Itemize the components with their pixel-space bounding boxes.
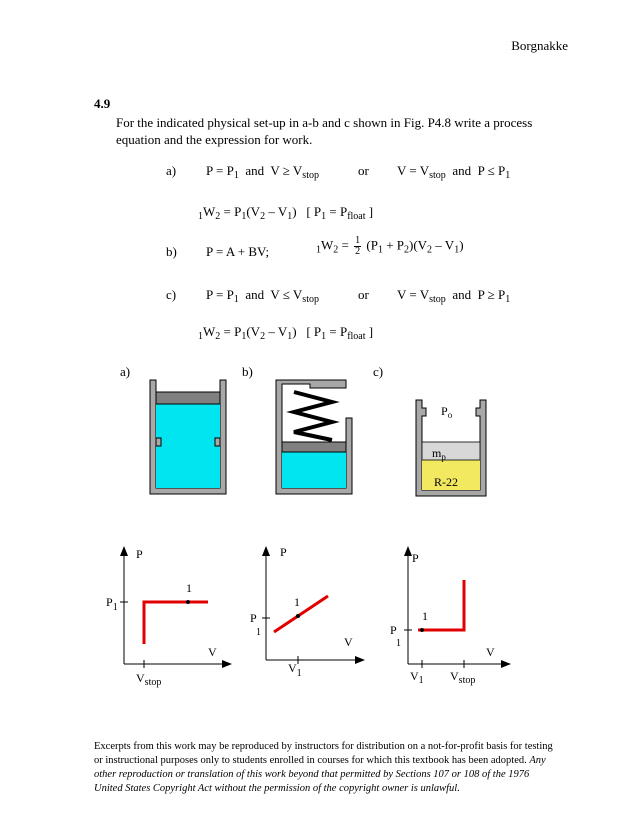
graph-a-state-point xyxy=(186,600,190,604)
graph-a-y-tick-label: $P_1$ xyxy=(106,595,118,613)
graph-b xyxy=(248,540,372,692)
solution-b-label: b) xyxy=(166,244,177,259)
graph-a-x-arrow-icon xyxy=(222,660,232,668)
solution-c-work: $_1W_2 = P_1(V_2 - V_1)$ [ $P_1 = P_{float}$ ] xyxy=(198,324,374,342)
cylinder-a-piston xyxy=(156,392,220,404)
solution-a-or: or xyxy=(358,163,369,178)
graph-a-x-tick-label: $V_{stop}$ xyxy=(136,671,162,688)
problem-statement: For the indicated physical set-up in a-b and c shown in Fig. P4.8 write a process equation and the expression for work. xyxy=(116,115,533,147)
cylinder-b-piston xyxy=(282,442,346,452)
cylinder-a-stop-left xyxy=(156,438,161,446)
cylinder-a-stop-right xyxy=(215,438,220,446)
figure-b-cylinder xyxy=(274,378,356,498)
cylinder-c-mass xyxy=(422,442,480,460)
graph-c-y-tick-label: P1 xyxy=(390,623,401,649)
solution-c-or: or xyxy=(358,287,369,302)
graph-b-y-label: P xyxy=(280,545,287,559)
graph-c xyxy=(388,540,516,692)
graph-a-process-line xyxy=(144,602,208,644)
graph-c-y-label: P xyxy=(412,551,419,565)
graph-c-point-label: 1 xyxy=(422,609,428,623)
graph-c-state-point xyxy=(420,628,424,632)
solution-b-equation: P = A + BV; xyxy=(206,244,270,259)
copyright-footer: Excerpts from this work may be reproduced by instructors for distribution on a not-for-profit basis for testing or instructional purposes only to students enrolled in courses for which this textbook has been adopted. Any other reproduction or translation of this work beyond that permitted by Sections 107 or 108 of the 1976 United States Copyright Act without the permission of the copyright owner is unlawful. xyxy=(94,741,553,794)
graph-b-x-tick-label: $V_1$ xyxy=(288,661,302,679)
solution-c-label: c) xyxy=(166,287,177,302)
solution-a-label: a) xyxy=(166,163,177,178)
figure-a-cylinder xyxy=(148,378,230,498)
graph-b-state-point xyxy=(296,614,300,618)
graph-b-process-line xyxy=(274,596,328,632)
header-author: Borgnakke xyxy=(511,38,568,53)
graph-b-y-tick-label: P1 xyxy=(250,611,261,638)
graph-c-x-tick-label-2: $V_{stop}$ xyxy=(450,669,476,686)
graph-b-x-label: V xyxy=(344,635,353,649)
solution-b-work: $_1W_2$ = $\frac{1}{2}$ $(P_1 + P_2)(V_2 - V_1)$ xyxy=(316,235,464,257)
cylinder-c-po-label: $P_o$ xyxy=(441,404,453,420)
figure-a-label: a) xyxy=(120,364,131,379)
solution-a-condition-2: $V = V_{stop}$ and $P \le P_1$ xyxy=(397,163,511,181)
cylinder-c-fluid-label: R-22 xyxy=(434,475,458,489)
solution-a-work: $_1W_2 = P_1(V_2 - V_1)$ [ $P_1 = P_{float}$ ] xyxy=(198,204,374,222)
graph-b-point-label: 1 xyxy=(294,595,300,609)
cylinder-c-mp-label: $m_p$ xyxy=(432,446,446,462)
cylinder-b-water xyxy=(282,452,346,488)
graph-a-y-label: P xyxy=(136,547,143,561)
figure-c-label: c) xyxy=(373,364,384,379)
figure-c-cylinder xyxy=(414,398,490,500)
spring-icon xyxy=(294,392,332,440)
figure-b-label: b) xyxy=(242,364,253,379)
problem-number: 4.9 xyxy=(94,96,111,111)
graph-a-x-label: V xyxy=(208,645,217,659)
solution-c-condition-2: $V = V_{stop}$ and $P \ge P_1$ xyxy=(397,287,511,305)
cylinder-a-water xyxy=(156,404,220,488)
graph-a xyxy=(100,540,235,692)
solution-c-condition-1: $P = P_1$ and $V \le V_{stop}$ xyxy=(206,287,319,305)
graph-c-x-tick-label-1: $V_1$ xyxy=(410,669,424,686)
graph-b-x-arrow-icon xyxy=(355,656,365,664)
graph-c-x-arrow-icon xyxy=(501,660,511,668)
solution-a-condition-1: $P = P_1$ and $V \ge V_{stop}$ xyxy=(206,163,319,181)
graph-a-point-label: 1 xyxy=(186,581,192,595)
graph-c-x-label: V xyxy=(486,645,495,659)
